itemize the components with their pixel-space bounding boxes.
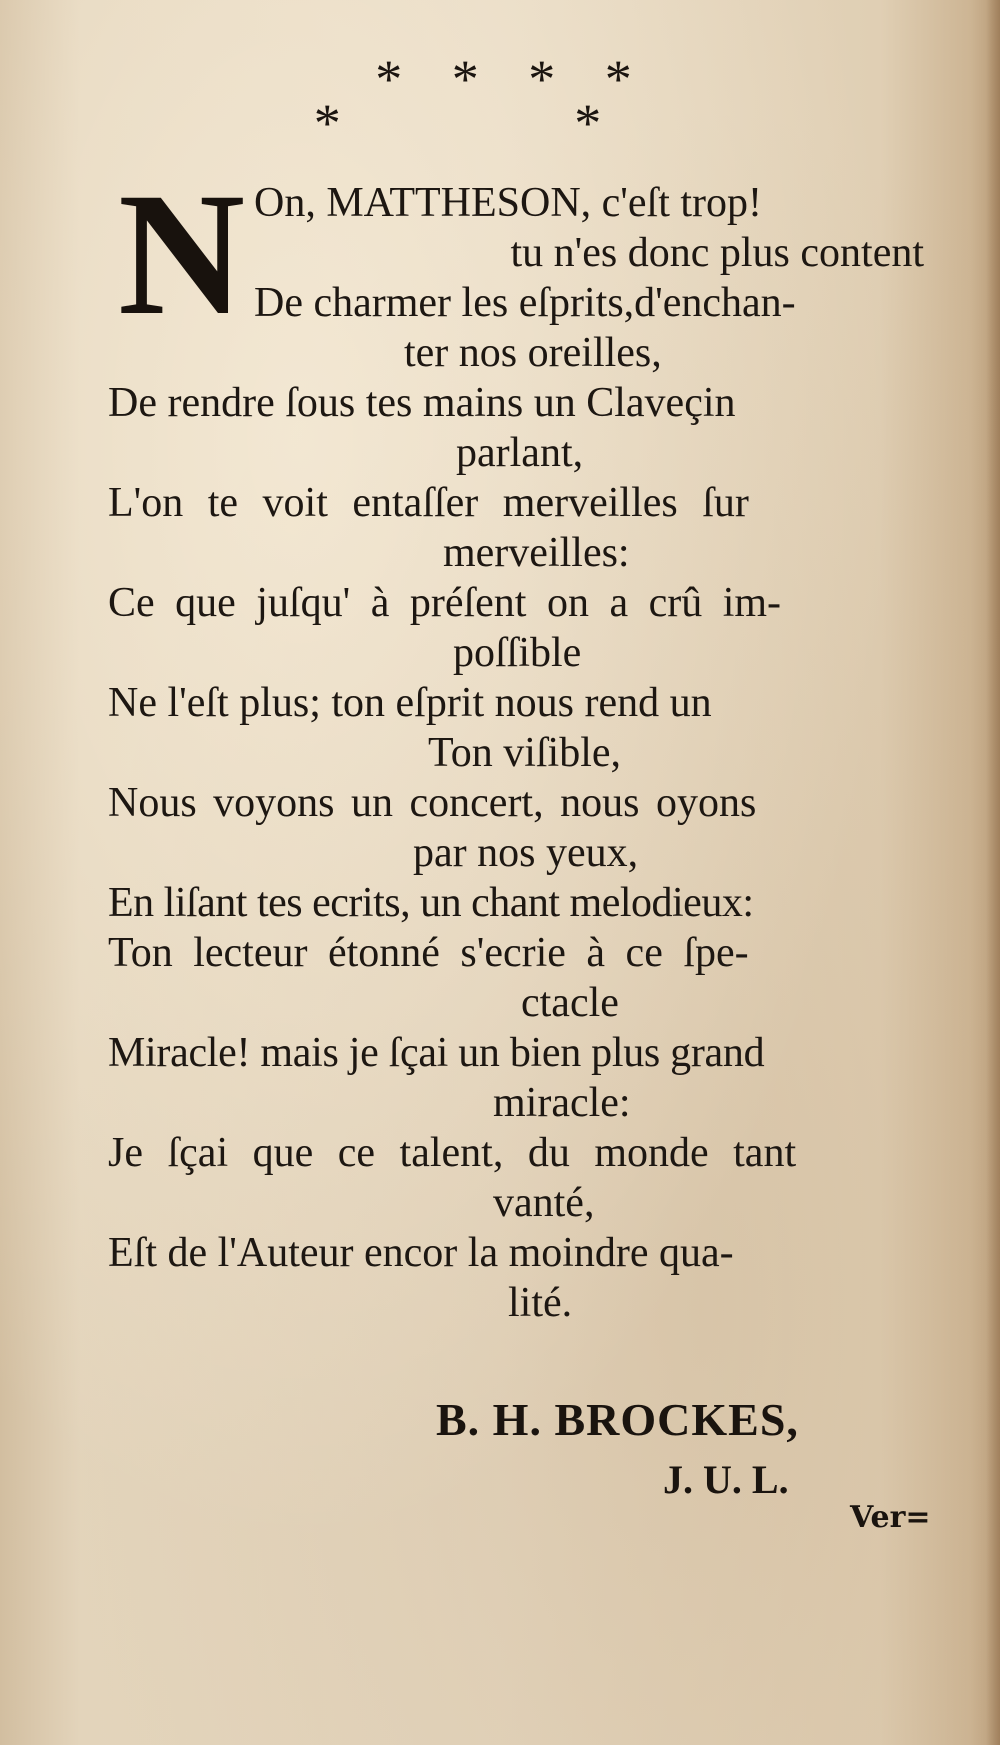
poem-line: On, MATTHESON, c'eſt trop! bbox=[254, 180, 762, 226]
ornament-stars-bottom: * * bbox=[313, 93, 712, 153]
poem-line: L'on te voit entaſſer merveilles ſur bbox=[108, 480, 749, 526]
catchword: Ver= bbox=[850, 1500, 931, 1535]
poem-line: De rendre ſous tes mains un Claveçin bbox=[108, 380, 736, 426]
poem bbox=[108, 157, 930, 1328]
poem-line: vanté, bbox=[493, 1180, 595, 1226]
poem-line: merveilles: bbox=[443, 530, 630, 576]
poem-line: Ton lecteur étonné s'ecrie à ce ſpe- bbox=[108, 930, 749, 976]
poem-line: Miracle! mais je ſçai un bien plus grand bbox=[108, 1030, 765, 1076]
poem-line: Je ſçai que ce talent, du monde tant bbox=[108, 1130, 797, 1176]
poem-line: ter nos oreilles, bbox=[404, 330, 662, 376]
poem-line: miracle: bbox=[493, 1080, 631, 1126]
poem-line: En liſant tes ecrits, un chant melodieux: bbox=[108, 880, 754, 926]
author-title: J. U. L. bbox=[663, 1457, 789, 1502]
poem-line: parlant, bbox=[456, 430, 584, 476]
poem-line: Ton viſible, bbox=[428, 730, 622, 776]
author-signature: B. H. BROCKES, bbox=[436, 1394, 799, 1445]
poem-line: Eſt de l'Auteur encor la moindre qua- bbox=[108, 1230, 734, 1276]
poem-line: par nos yeux, bbox=[413, 830, 639, 876]
poem-line: Nous voyons un concert, nous oyons bbox=[108, 780, 757, 826]
poem-line: ctacle bbox=[521, 980, 619, 1026]
ornament-stars-top: * * * * bbox=[375, 49, 650, 109]
poem-line: tu n'es donc plus content bbox=[510, 230, 924, 276]
poem-line: Ce que juſqu' à préſent on a crû im- bbox=[108, 580, 782, 626]
drop-cap: N bbox=[118, 157, 246, 352]
poem-line: Ne l'eſt plus; ton eſprit nous rend un bbox=[108, 680, 712, 726]
poem-line: De charmer les eſprits,d'enchan- bbox=[254, 280, 796, 326]
poem-line: poſſible bbox=[453, 630, 582, 676]
poem-line: lité. bbox=[508, 1280, 573, 1326]
